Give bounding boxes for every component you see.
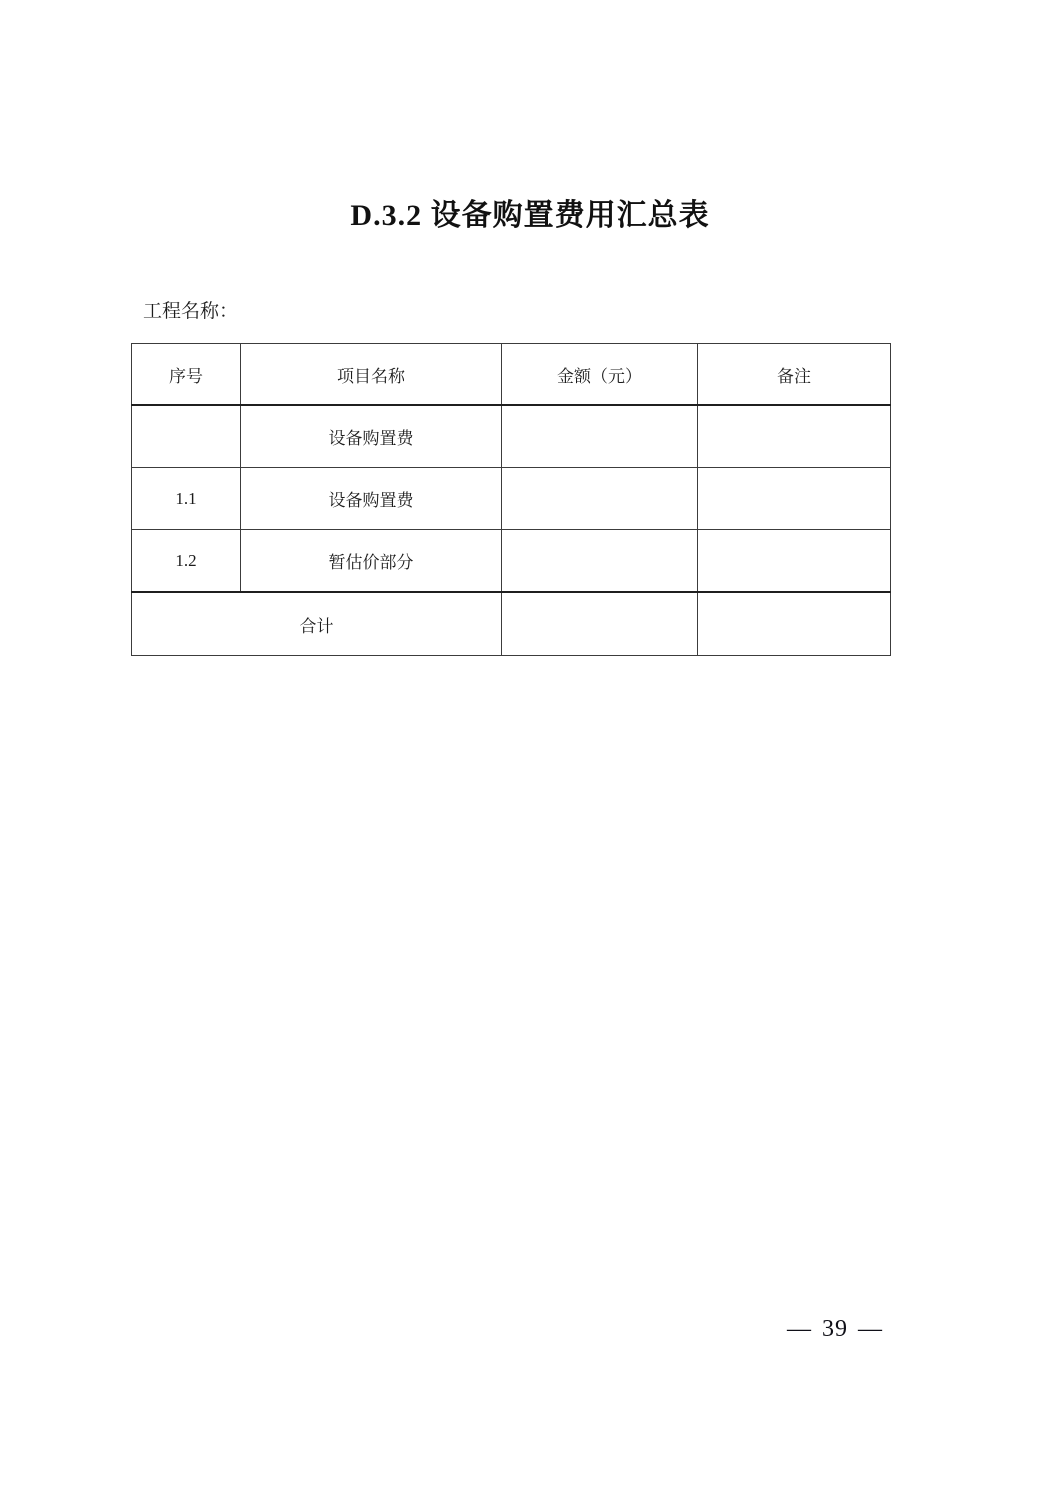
cell-serial-number [132,405,241,468]
header-amount-yuan: 金额（元） [502,344,698,406]
cell-serial-number: 1.2 [132,530,241,593]
table-total-row [132,592,891,656]
cell-serial-number: 1.1 [132,468,241,530]
header-remarks: 备注 [698,344,891,406]
page-number [777,1316,893,1343]
footer-right-dash: — [858,1316,883,1342]
cell-total-amount [502,592,698,656]
cell-amount [502,530,698,593]
cell-total-label: 合计 [132,592,502,656]
cell-remarks [698,468,891,530]
cell-amount [502,405,698,468]
footer-left-dash: — [787,1316,812,1342]
page-title: D.3.2 设备购置费用汇总表 [350,199,710,232]
table-header-row [132,344,891,406]
cell-item-name: 设备购置费 [241,468,502,530]
cell-item-name: 暂估价部分 [241,530,502,593]
project-name-label: 工程名称： [143,301,239,322]
cell-item-name: 设备购置费 [241,405,502,468]
cell-remarks [698,405,891,468]
cell-amount [502,468,698,530]
cell-total-remarks [698,592,891,656]
header-serial-number: 序号 [132,344,241,406]
footer-page-number: 39 [822,1316,848,1342]
table-row [132,468,891,530]
table-row [132,405,891,468]
equipment-cost-summary-table [131,343,891,656]
cell-remarks [698,530,891,593]
table-row [132,530,891,593]
header-item-name: 项目名称 [241,344,502,406]
